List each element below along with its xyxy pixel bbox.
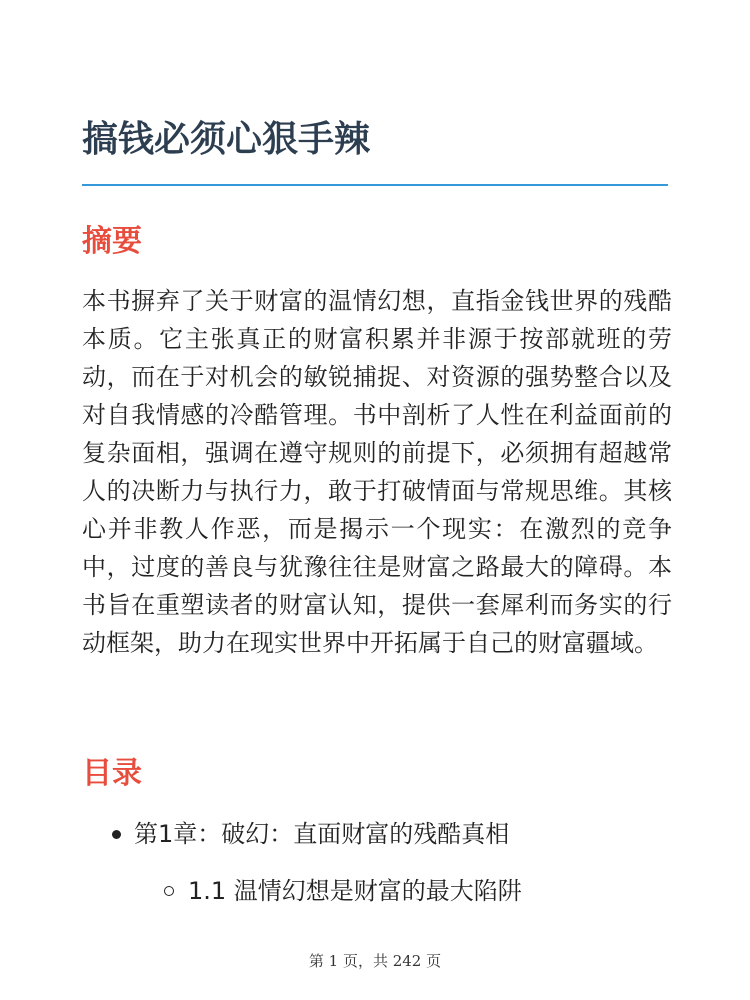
- toc-list: [82, 814, 672, 911]
- title-divider: [82, 184, 668, 186]
- bullet-disc-icon: [112, 830, 121, 839]
- document-title: 搞钱必须心狠手辣: [82, 119, 371, 160]
- toc-item-label: 1.1 温情幻想是财富的最大陷阱: [188, 877, 522, 905]
- toc-heading: 目录: [82, 756, 142, 791]
- summary-heading: 摘要: [82, 224, 142, 259]
- toc-item-label: 第1章：破幻：直面财富的残酷真相: [134, 820, 510, 848]
- bullet-circle-icon: [164, 886, 174, 896]
- summary-paragraph: 本书摒弃了关于财富的温情幻想，直指金钱世界的残酷本质。它主张真正的财富积累并非源于按部就班的劳动，而在于对机会的敏锐捕捉、对资源的强势整合以及对自我情感的冷酷管理。书中剖析了人性在利益面前的复杂面相，强调在遵守规则的前提下，必须拥有超越常人的决断力与执行力，敢于打破情面与常规思维。其核心并非教人作恶，而是揭示一个现实：在激烈的竞争中，过度的善良与犹豫往往是财富之路最大的障碍。本书旨在重塑读者的财富认知，提供一套犀利而务实的行动框架，助力在现实世界中开拓属于自己的财富疆域。: [82, 287, 672, 657]
- toc-item-section-1-1[interactable]: [82, 871, 672, 911]
- toc-item-chapter-1[interactable]: [82, 814, 672, 854]
- page-number-footer: 第 1 页，共 242 页: [308, 952, 442, 970]
